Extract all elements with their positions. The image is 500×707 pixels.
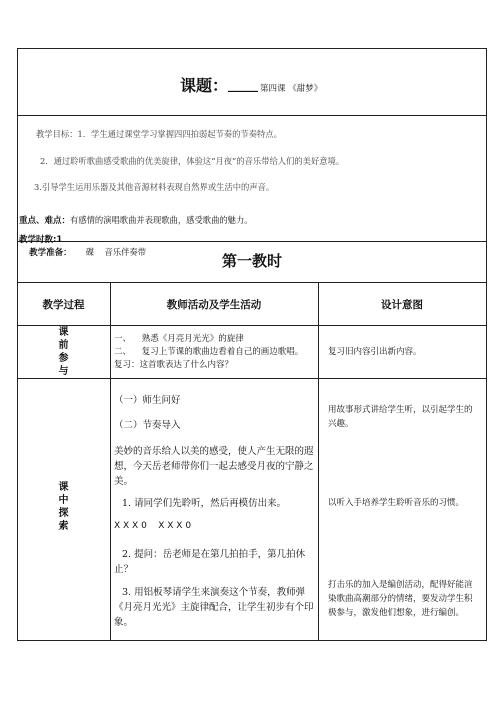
explore-step-2: 2. 提问：岳老师是在第几拍拍手，第几拍休止？ <box>114 549 306 575</box>
explore-paragraph: 美妙的音乐给人以美的感受，使人产生无限的遐想，今天岳老师带你们一起去感受月夜的宁静之美。 <box>114 446 314 487</box>
border-bottom <box>17 640 487 641</box>
border-top <box>17 48 487 49</box>
lesson-title <box>180 73 322 96</box>
title-lesson: 第四课 《甜梦》 <box>260 84 323 94</box>
explore-greet: （一）师生问好 <box>114 395 181 406</box>
prelesson-line-3: 复习：这首歌表达了什么内容？ <box>114 360 234 370</box>
divider-prelesson <box>17 378 487 379</box>
explore-rhythm-pattern: X X X 0 X X X 0 <box>114 521 192 531</box>
prelesson-intent: 复习旧内容引出新内容。 <box>328 347 422 357</box>
header-activity: 教师活动及学生活动 <box>166 299 262 311</box>
prelesson-char-4: 与 <box>58 366 69 377</box>
explore-step-3: 3. 用铝板琴请学生来演奏这个节奏，教师弹《月亮月光光》主旋律配合，让学生初步有个印象。 <box>114 587 314 628</box>
explore-rhythm-intro: （二）节奏导入 <box>114 420 181 431</box>
prep-text: 碟 音乐伴奏带 <box>85 247 147 257</box>
header-intent: 设计意图 <box>381 299 423 311</box>
divider-title <box>17 115 487 116</box>
explore-char-3: 探 <box>58 508 69 519</box>
explore-intent-1: 用故事形式讲给学生听，以引起学生的兴趣。 <box>328 405 473 429</box>
prelesson-char-3: 参 <box>58 353 69 364</box>
col-divider-2 <box>318 282 319 641</box>
prelesson-line-2: 二、 复习上节课的歌曲边看着自己的画边歌唱。 <box>114 347 304 357</box>
explore-intent-3: 打击乐的加入是编创活动，配得好能渲染歌曲高潮部分的情绪，要发动学生积极参与，激发他们想象，进行编创。 <box>328 580 473 618</box>
explore-step-1: 1. 请同学们先聆听，然后再模仿出来。 <box>122 498 287 509</box>
prelesson-char-2: 前 <box>58 340 69 351</box>
explore-char-4: 索 <box>58 521 69 532</box>
prelesson-label <box>17 326 110 378</box>
keypoints-label: 重点、难点： <box>19 216 71 226</box>
keypoints-text: 有感情的演唱歌曲并表现歌曲，感受歌曲的魅力。 <box>70 215 253 225</box>
col-divider-1 <box>110 282 111 641</box>
title-label: 课题： <box>180 76 229 95</box>
explore-char-2: 中 <box>58 495 69 506</box>
prep-label: 教学准备： <box>29 248 72 258</box>
hours-label: 教学时数:1 <box>19 235 63 245</box>
explore-char-1: 课 <box>58 482 69 493</box>
explore-intent-2: 以听入手培养学生聆听音乐的习惯。 <box>328 498 465 508</box>
explore-label <box>17 481 110 533</box>
header-process: 教学过程 <box>42 299 85 311</box>
goal-3: 3.引导学生运用乐器及其他音源材料表现自然界或生活中的声音。 <box>34 182 275 192</box>
prelesson-line-1: 一、 熟悉《月亮月光光》的旋律 <box>114 334 244 344</box>
prelesson-char-1: 课 <box>58 327 69 338</box>
goal-2: 2．通过聆听歌曲感受歌曲的优美旋律，体验这“月夜”的音乐带给人们的美好意境。 <box>40 156 345 166</box>
border-right <box>486 48 487 641</box>
divider-section <box>17 282 487 283</box>
title-blank: _____ <box>228 78 259 92</box>
goal-1: 教学目标：1．学生通过课堂学习掌握四四拍弱起节奏的节奏特点。 <box>36 129 282 139</box>
section-title: 第一教时 <box>221 252 282 270</box>
